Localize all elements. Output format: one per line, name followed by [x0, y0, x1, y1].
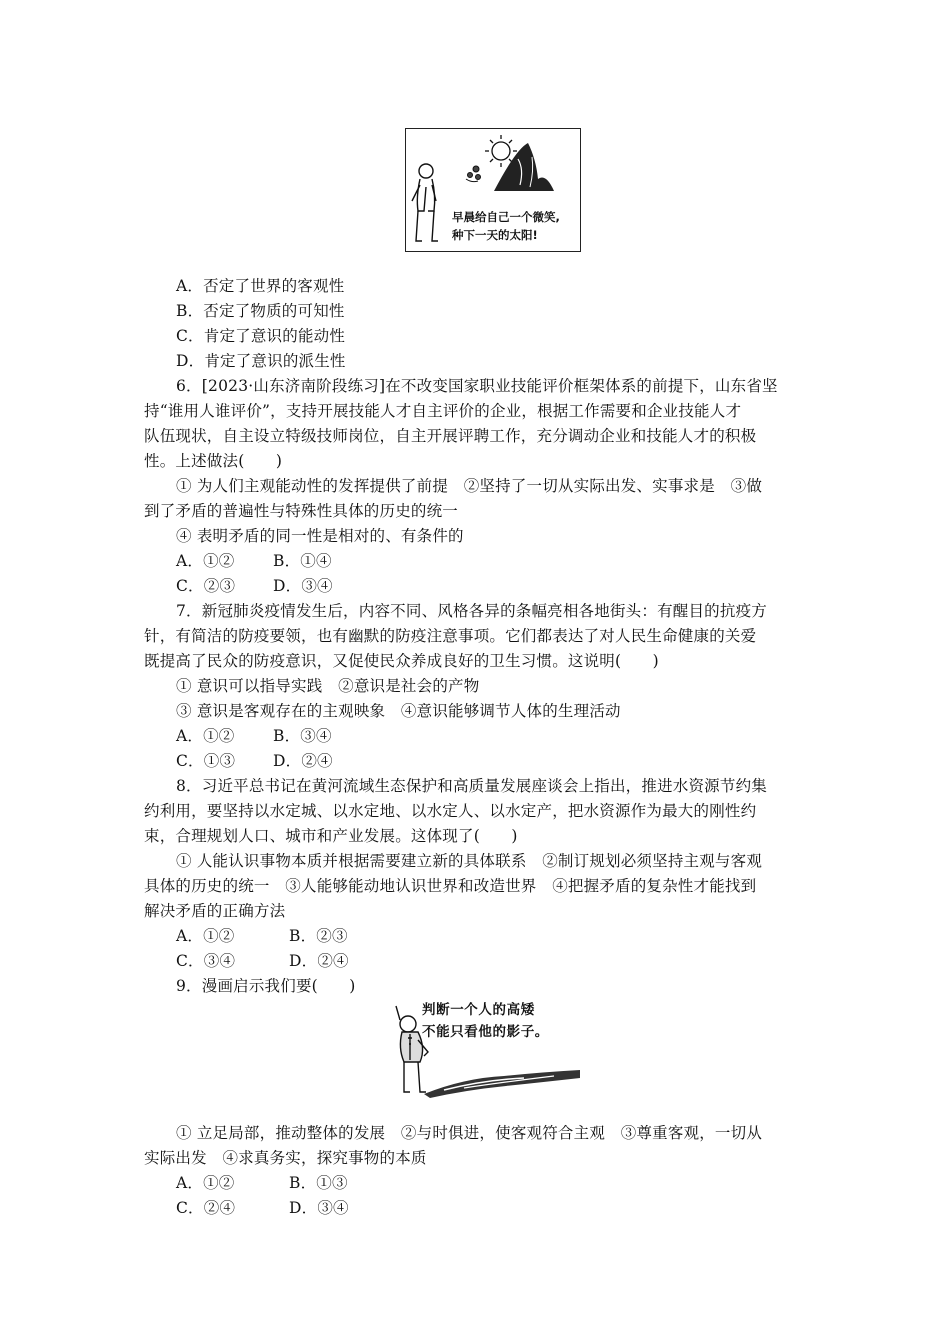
q9-option-d: D．③④ [289, 1199, 349, 1217]
person-icon [412, 164, 438, 241]
q5-option-c: C．肯定了意识的能动性 [176, 327, 346, 345]
q8-options-row2 [176, 949, 841, 974]
q9-statement-line1: ① 立足局部，推动整体的发展 ②与时俱进，使客观符合主观 ③尊重客观，一切从 [176, 1124, 763, 1142]
q6-stem-line1: 6．[2023·山东济南阶段练习]在不改变国家职业技能评价框架体系的前提下，山东省坚 [176, 377, 778, 395]
q8-option-c: C．③④ [176, 952, 236, 970]
cartoon-caption-line2: 种下一天的太阳! [452, 228, 538, 242]
q6-statement-line3: ④ 表明矛盾的同一性是相对的、有条件的 [176, 527, 464, 545]
q8-stem-line3: 束，合理规划人口、城市和产业发展。这体现了( ) [144, 827, 518, 845]
q8-statement-line2: 具体的历史的统一 ③人能够能动地认识世界和改造世界 ④把握矛盾的复杂性才能找到 [144, 877, 757, 895]
q8-option-a: A．①② [176, 927, 235, 945]
q6-option-c: C．②③ [176, 577, 236, 595]
q9-options-row2 [176, 1196, 841, 1221]
cartoon-smile-sun [405, 128, 581, 252]
q9-option-b: B．①③ [289, 1174, 348, 1192]
q5-option-a: A．否定了世界的客观性 [176, 277, 345, 295]
q9-stem: 9．漫画启示我们要( ) [176, 977, 356, 995]
q7-option-a: A．①② [176, 727, 235, 745]
q8-options-row1 [176, 924, 841, 949]
q7-statement-line2: ③ 意识是客观存在的主观映象 ④意识能够调节人体的生理活动 [176, 702, 621, 720]
shadow-caption-line2: 不能只看他的影子。 [422, 1024, 549, 1040]
q9-option-c: C．②④ [176, 1199, 236, 1217]
shadow-icon [424, 1070, 580, 1098]
q6-stem-line4: 性。上述做法( ) [144, 452, 283, 470]
q7-option-d: D．②④ [273, 752, 333, 770]
q5-option-d: D．肯定了意识的派生性 [176, 352, 346, 370]
q6-option-b: B．①④ [273, 552, 332, 570]
q8-stem-line1: 8．习近平总书记在黄河流域生态保护和高质量发展座谈会上指出，推进水资源节约集 [176, 777, 767, 795]
mountain-icon [494, 143, 554, 191]
q7-option-c: C．①③ [176, 752, 236, 770]
q6-stem-line3: 队伍现状，自主设立特级技师岗位，自主开展评聘工作，充分调动企业和技能人才的积极 [144, 427, 757, 445]
shadow-caption-line1: 判断一个人的高矮 [422, 1002, 535, 1018]
q6-statement-line2: 到了矛盾的普遍性与特殊性具体的历史的统一 [144, 502, 459, 520]
q8-statement-line3: 解决矛盾的正确方法 [144, 902, 286, 920]
q6-options-row2 [176, 574, 841, 599]
q7-options-row1 [176, 724, 841, 749]
q8-option-d: D．②④ [289, 952, 349, 970]
q7-statement-line1: ① 意识可以指导实践 ②意识是社会的产物 [176, 677, 480, 695]
q9-statement-line2: 实际出发 ④求真务实，探究事物的本质 [144, 1149, 427, 1167]
q8-option-b: B．②③ [289, 927, 348, 945]
q9-option-a: A．①② [176, 1174, 235, 1192]
q8-statement-line1: ① 人能认识事物本质并根据需要建立新的具体联系 ②制订规划必须坚持主观与客观 [176, 852, 763, 870]
q7-stem-line3: 既提高了民众的防疫意识，又促使民众养成良好的卫生习惯。这说明( ) [144, 652, 659, 670]
q5-option-b: B．否定了物质的可知性 [176, 302, 345, 320]
q8-stem-line2: 约利用，要坚持以水定城、以水定地、以水定人、以水定产，把水资源作为最大的刚性约 [144, 802, 757, 820]
q6-stem-line2: 持“谁用人谁评价”，支持开展技能人才自主评价的企业，根据工作需要和企业技能人才 [144, 402, 742, 420]
q7-options-row2 [176, 749, 841, 774]
q6-options-row1 [176, 549, 841, 574]
q7-stem-line1: 7．新冠肺炎疫情发生后，内容不同、风格各异的条幅亮相各地街头：有醒目的抗疫方 [176, 602, 767, 620]
cartoon-shadow [394, 998, 590, 1098]
bird-icon [466, 166, 481, 182]
q9-options-row1 [176, 1171, 841, 1196]
q6-statement-line1: ① 为人们主观能动性的发挥提供了前提 ②坚持了一切从实际出发、实事求是 ③做 [176, 477, 763, 495]
q6-option-d: D．③④ [273, 577, 333, 595]
q7-option-b: B．③④ [273, 727, 332, 745]
cartoon-caption-line1: 早晨给自己一个微笑, [452, 210, 560, 224]
q7-stem-line2: 针，有简洁的防疫要领，也有幽默的防疫注意事项。它们都表达了对人民生命健康的关爱 [144, 627, 757, 645]
q6-option-a: A．①② [176, 552, 235, 570]
